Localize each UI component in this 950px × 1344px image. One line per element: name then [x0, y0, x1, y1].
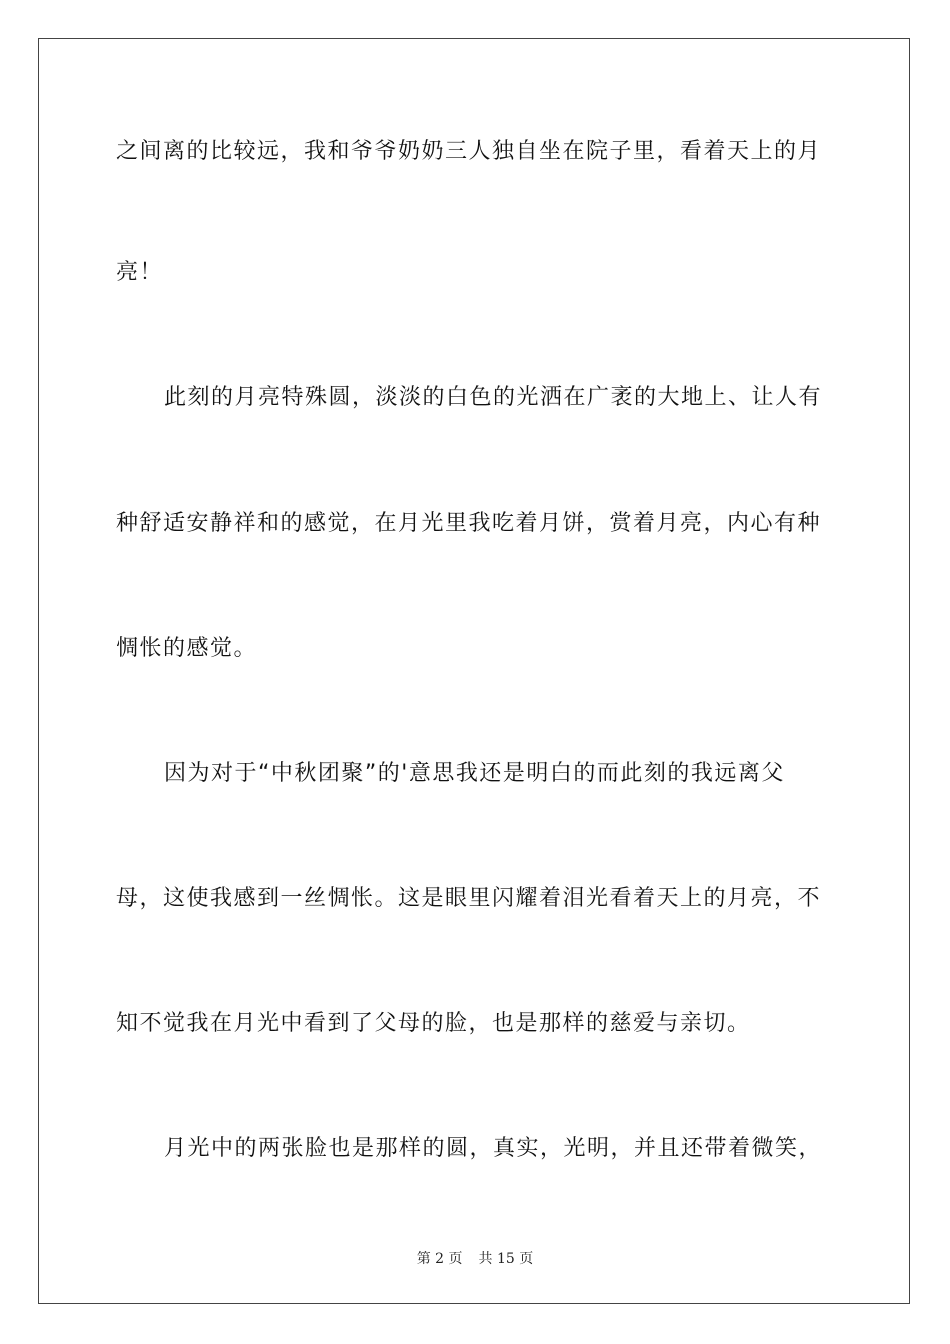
body-line: 惆怅的感觉。: [116, 636, 258, 661]
page-footer: [0, 1248, 950, 1268]
body-line: 知不觉我在月光中看到了父母的脸，也是那样的慈爱与亲切。: [116, 1011, 751, 1036]
page-border: [38, 38, 910, 1304]
paragraph-start-line: 因为对于“中秋团聚”的'意思我还是明白的而此刻的我远离父: [164, 761, 785, 786]
paragraph-start-line: 此刻的月亮特殊圆，淡淡的白色的光洒在广袤的大地上、让人有: [164, 385, 823, 410]
paragraph-start-line: 月光中的两张脸也是那样的圆，真实，光明，并且还带着微笑，: [164, 1136, 823, 1161]
total-pages: 共 15 页: [478, 1251, 534, 1267]
body-line: 亮！: [116, 260, 164, 285]
page-number: 第 2 页: [416, 1251, 463, 1267]
body-line: 之间离的比较远，我和爷爷奶奶三人独自坐在院子里，看着天上的月: [116, 139, 822, 164]
body-line: 种舒适安静祥和的感觉，在月光里我吃着月饼，赏着月亮，内心有种: [116, 511, 822, 536]
body-line: 母，这使我感到一丝惆怅。这是眼里闪耀着泪光看着天上的月亮，不: [116, 886, 822, 911]
